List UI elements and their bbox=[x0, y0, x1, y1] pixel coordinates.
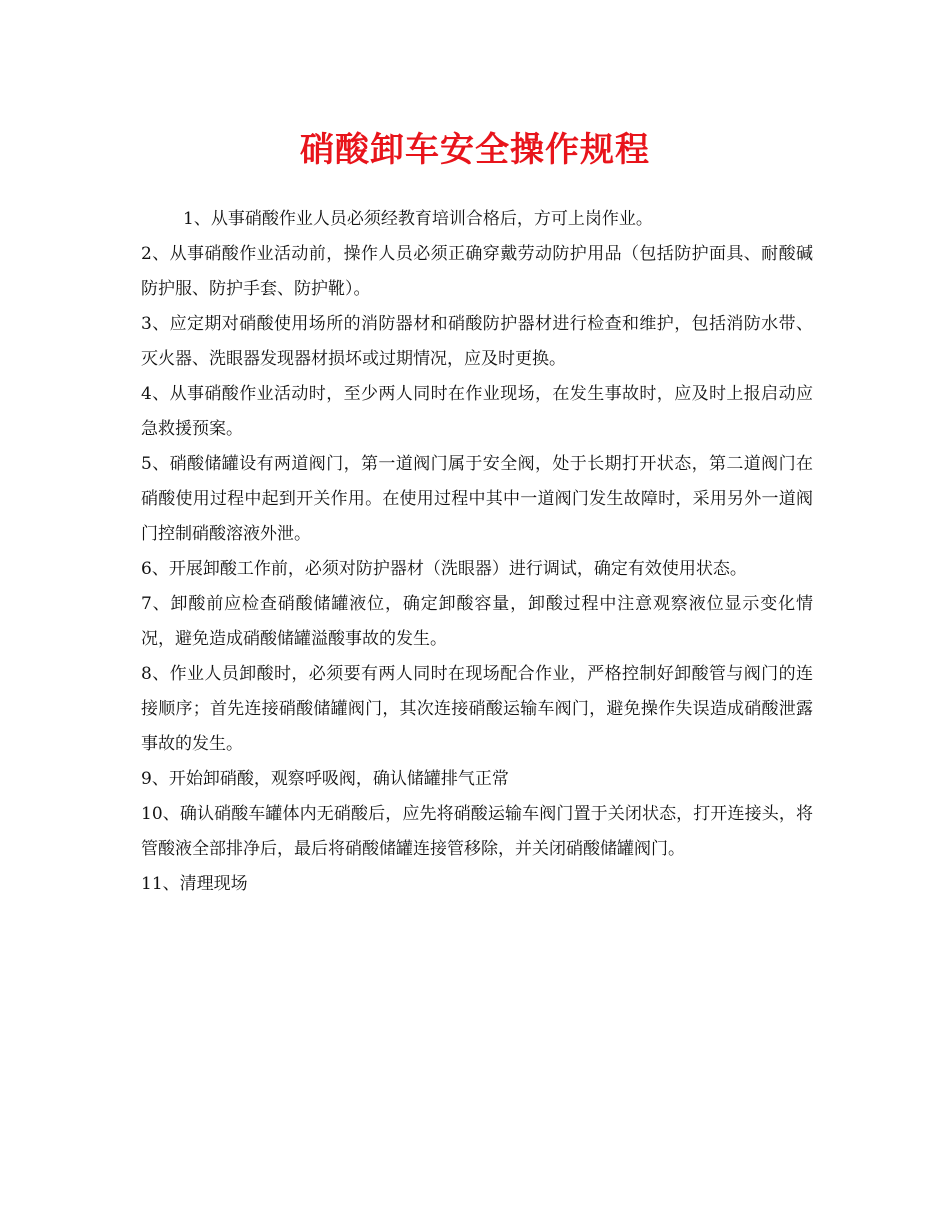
paragraph-11: 11、清理现场 bbox=[141, 874, 248, 894]
paragraph-1: 1、从事硝酸作业人员必须经教育培训合格后，方可上岗作业。 bbox=[183, 209, 653, 229]
document-body bbox=[141, 202, 813, 902]
paragraph-4: 4、从事硝酸作业活动时，至少两人同时在作业现场，在发生事故时，应及时上报启动应急救援预案。 bbox=[141, 384, 813, 439]
paragraph-3: 3、应定期对硝酸使用场所的消防器材和硝酸防护器材进行检查和维护，包括消防水带、灭火器、洗眼器发现器材损坏或过期情况，应及时更换。 bbox=[141, 314, 813, 369]
paragraph-10: 10、确认硝酸车罐体内无硝酸后，应先将硝酸运输车阀门置于关闭状态，打开连接头，将管酸液全部排净后，最后将硝酸储罐连接管移除，并关闭硝酸储罐阀门。 bbox=[141, 804, 813, 859]
document-title: 硝酸卸车安全操作规程 bbox=[300, 130, 650, 170]
paragraph-2: 2、从事硝酸作业活动前，操作人员必须正确穿戴劳动防护用品（包括防护面具、耐酸碱防护服、防护手套、防护靴）。 bbox=[141, 244, 813, 299]
paragraph-5: 5、硝酸储罐设有两道阀门，第一道阀门属于安全阀，处于长期打开状态，第二道阀门在硝酸使用过程中起到开关作用。在使用过程中其中一道阀门发生故障时，采用另外一道阀门控制硝酸溶液外泄。 bbox=[141, 454, 813, 544]
paragraph-6: 6、开展卸酸工作前，必须对防护器材（洗眼器）进行调试，确定有效使用状态。 bbox=[141, 559, 747, 579]
paragraph-8: 8、作业人员卸酸时，必须要有两人同时在现场配合作业，严格控制好卸酸管与阀门的连接顺序；首先连接硝酸储罐阀门，其次连接硝酸运输车阀门，避免操作失误造成硝酸泄露事故的发生。 bbox=[141, 664, 813, 754]
paragraph-7: 7、卸酸前应检查硝酸储罐液位，确定卸酸容量，卸酸过程中注意观察液位显示变化情况，避免造成硝酸储罐溢酸事故的发生。 bbox=[141, 594, 813, 649]
paragraph-9: 9、开始卸硝酸，观察呼吸阀，确认储罐排气正常 bbox=[141, 769, 509, 789]
